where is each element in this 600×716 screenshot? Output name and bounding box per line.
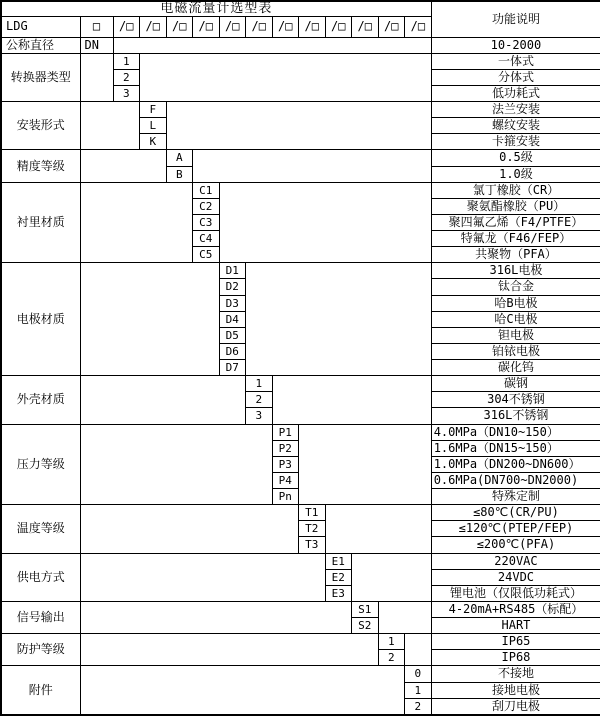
code-cell: Pn [272, 489, 299, 505]
desc-cell: 10-2000 [431, 37, 600, 53]
empty-cell [80, 102, 140, 150]
empty-cell [80, 182, 193, 263]
desc-cell: 特氟龙（F46/FEP） [431, 231, 600, 247]
section-installation-type-label: 安装形式 [1, 102, 80, 150]
section-power-supply-label: 供电方式 [1, 553, 80, 601]
model-slash-box: /□ [378, 16, 405, 37]
model-slash-box: /□ [166, 16, 193, 37]
desc-cell: 聚四氟乙烯（F4/PTFE） [431, 214, 600, 230]
section-electrode-material-label: 电极材质 [1, 263, 80, 376]
desc-cell: 碳钢 [431, 376, 600, 392]
code-cell: C3 [193, 214, 220, 230]
code-cell: F [140, 102, 167, 118]
desc-cell: ≤200℃(PFA) [431, 537, 600, 553]
desc-cell: 钛合金 [431, 279, 600, 295]
empty-cell [325, 505, 431, 553]
desc-cell: 共聚物（PFA） [431, 247, 600, 263]
empty-cell [299, 424, 432, 505]
code-cell: D7 [219, 360, 246, 376]
code-cell: C2 [193, 198, 220, 214]
code-cell: D5 [219, 327, 246, 343]
section-converter-type-label: 转换器类型 [1, 53, 80, 101]
empty-cell [80, 53, 113, 101]
desc-cell: 聚氨酯橡胶（PU） [431, 198, 600, 214]
section-temperature-rating-label: 温度等级 [1, 505, 80, 553]
desc-cell: 304不锈钢 [431, 392, 600, 408]
code-cell: 1 [378, 634, 405, 650]
page-title: 电磁流量计选型表 [1, 1, 431, 16]
desc-cell: 4-20mA+RS485（标配） [431, 601, 600, 617]
model-slash-box: /□ [272, 16, 299, 37]
code-cell: S1 [352, 601, 379, 617]
desc-cell: 1.0级 [431, 166, 600, 182]
code-cell: C4 [193, 231, 220, 247]
code-cell: 2 [378, 650, 405, 666]
empty-cell [113, 37, 431, 53]
desc-cell: 低功耗式 [431, 85, 600, 101]
model-slash-box: /□ [352, 16, 379, 37]
desc-cell: 铂铱电极 [431, 343, 600, 359]
desc-cell: 4.0MPa（DN10~150） [431, 424, 600, 440]
empty-cell [80, 424, 272, 505]
model-box: □ [80, 16, 113, 37]
section-signal-output-label: 信号输出 [1, 601, 80, 633]
desc-cell: HART [431, 618, 600, 634]
model-slash-box: /□ [325, 16, 352, 37]
desc-cell: 卡箍安装 [431, 134, 600, 150]
code-cell: 2 [246, 392, 273, 408]
empty-cell [193, 150, 432, 182]
empty-cell [80, 263, 219, 376]
code-cell: E1 [325, 553, 352, 569]
desc-cell: 螺纹安装 [431, 118, 600, 134]
code-cell: 2 [405, 698, 432, 715]
code-cell: T1 [299, 505, 326, 521]
empty-cell [378, 601, 431, 633]
empty-cell [166, 102, 431, 150]
desc-cell: 氯丁橡胶（CR） [431, 182, 600, 198]
desc-cell: 316L不锈钢 [431, 408, 600, 424]
desc-cell: 0.6MPa(DN700~DN2000) [431, 472, 600, 488]
code-cell: C5 [193, 247, 220, 263]
model-slash-box: /□ [113, 16, 140, 37]
desc-cell: 钽电极 [431, 327, 600, 343]
code-cell: E3 [325, 585, 352, 601]
desc-cell: 特殊定制 [431, 489, 600, 505]
desc-cell: IP65 [431, 634, 600, 650]
code-cell: 3 [113, 85, 140, 101]
empty-cell [80, 376, 246, 424]
empty-cell [80, 505, 299, 553]
desc-cell: 锂电池（仅限低功耗式） [431, 585, 600, 601]
desc-cell: 0.5级 [431, 150, 600, 166]
model-slash-box: /□ [246, 16, 273, 37]
code-cell: S2 [352, 618, 379, 634]
section-housing-material-label: 外壳材质 [1, 376, 80, 424]
empty-cell [80, 666, 405, 715]
code-cell: 1 [405, 682, 432, 698]
code-cell: T2 [299, 521, 326, 537]
desc-cell: 1.0MPa（DN200~DN600） [431, 456, 600, 472]
code-cell: P1 [272, 424, 299, 440]
model-slash-box: /□ [219, 16, 246, 37]
code-cell: B [166, 166, 193, 182]
empty-cell [272, 376, 431, 424]
code-cell: A [166, 150, 193, 166]
desc-cell: ≤120℃(PTEP/FEP) [431, 521, 600, 537]
model-prefix: LDG [1, 16, 80, 37]
desc-cell: 316L电极 [431, 263, 600, 279]
desc-cell: 1.6MPa（DN15~150） [431, 440, 600, 456]
desc-cell: 哈B电极 [431, 295, 600, 311]
code-cell: 0 [405, 666, 432, 682]
empty-cell [80, 634, 378, 666]
desc-cell: 24VDC [431, 569, 600, 585]
desc-cell: 法兰安装 [431, 102, 600, 118]
section-protection-class-label: 防护等级 [1, 634, 80, 666]
code-cell: L [140, 118, 167, 134]
code-cell: DN [80, 37, 113, 53]
code-cell: 3 [246, 408, 273, 424]
code-cell: K [140, 134, 167, 150]
code-cell: 2 [113, 69, 140, 85]
model-slash-box: /□ [299, 16, 326, 37]
section-liner-material-label: 衬里材质 [1, 182, 80, 263]
code-cell: D6 [219, 343, 246, 359]
code-cell: E2 [325, 569, 352, 585]
code-cell: D4 [219, 311, 246, 327]
desc-cell: 哈C电极 [431, 311, 600, 327]
empty-cell [140, 53, 432, 101]
code-cell: D1 [219, 263, 246, 279]
code-cell: P2 [272, 440, 299, 456]
empty-cell [80, 553, 325, 601]
section-accuracy-class-label: 精度等级 [1, 150, 80, 182]
code-cell: C1 [193, 182, 220, 198]
desc-cell: 220VAC [431, 553, 600, 569]
code-cell: P3 [272, 456, 299, 472]
model-slash-box: /□ [405, 16, 432, 37]
desc-cell: 不接地 [431, 666, 600, 682]
desc-cell: 一体式 [431, 53, 600, 69]
empty-cell [405, 634, 432, 666]
desc-cell: IP68 [431, 650, 600, 666]
desc-cell: 刮刀电极 [431, 698, 600, 715]
desc-cell: 分体式 [431, 69, 600, 85]
code-cell: 1 [113, 53, 140, 69]
model-slash-box: /□ [140, 16, 167, 37]
section-nominal-diameter-label: 公称直径 [1, 37, 80, 53]
empty-cell [246, 263, 432, 376]
function-column-header: 功能说明 [431, 1, 600, 37]
section-accessories-label: 附件 [1, 666, 80, 715]
code-cell: D2 [219, 279, 246, 295]
empty-cell [352, 553, 432, 601]
code-cell: 1 [246, 376, 273, 392]
empty-cell [80, 601, 352, 633]
code-cell: T3 [299, 537, 326, 553]
model-slash-box: /□ [193, 16, 220, 37]
desc-cell: 接地电极 [431, 682, 600, 698]
code-cell: P4 [272, 472, 299, 488]
empty-cell [80, 150, 166, 182]
section-pressure-rating-label: 压力等级 [1, 424, 80, 505]
desc-cell: 碳化钨 [431, 360, 600, 376]
desc-cell: ≤80℃(CR/PU) [431, 505, 600, 521]
code-cell: D3 [219, 295, 246, 311]
empty-cell [219, 182, 431, 263]
